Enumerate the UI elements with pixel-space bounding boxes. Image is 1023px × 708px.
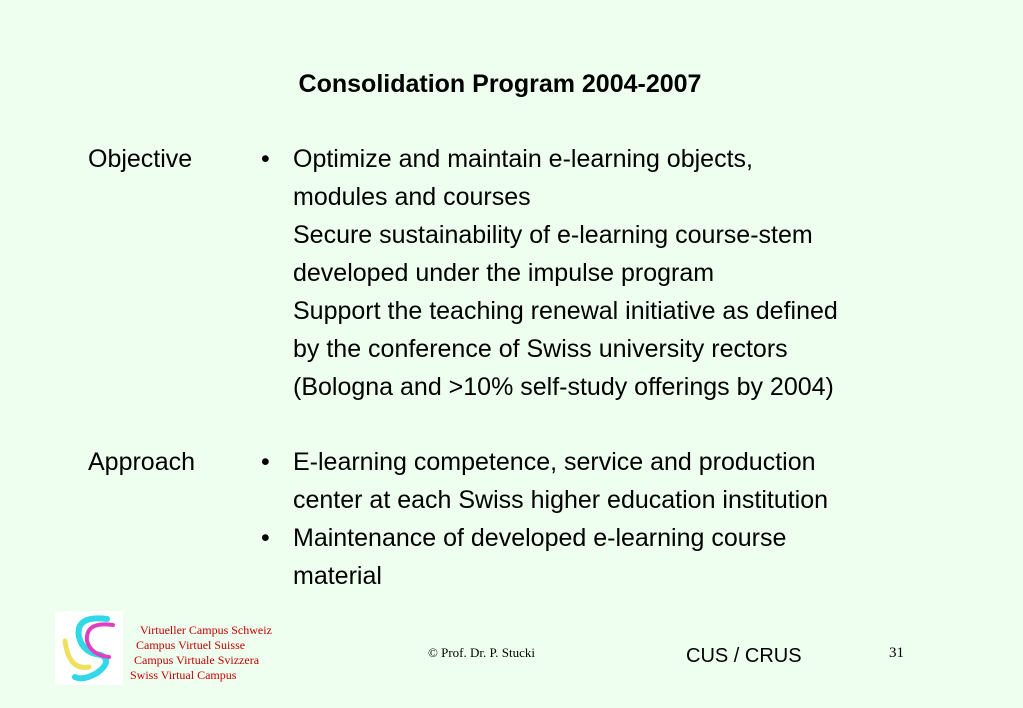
bullet-line: center at each Swiss higher education institution xyxy=(293,486,829,514)
bullet-line: E-learning competence, service and production xyxy=(293,448,816,476)
logo-line-fr: Campus Virtuel Suisse xyxy=(136,638,246,652)
slide-title: Consolidation Program 2004-2007 xyxy=(298,70,702,98)
bullet-marker: • xyxy=(261,448,270,476)
approach-label: Approach xyxy=(88,448,196,476)
bullet-line: Support the teaching renewal initiative as defined xyxy=(293,297,838,325)
copyright-notice: © Prof. Dr. P. Stucki xyxy=(428,645,536,660)
approach-bullet-list xyxy=(258,443,998,595)
bullet-line: Secure sustainability of e-learning course-stem xyxy=(293,221,813,249)
bullet-line: Optimize and maintain e-learning objects, xyxy=(293,145,753,173)
objective-bullet-list xyxy=(258,140,998,406)
bullet-line: (Bologna and >10% self-study offerings by 2004) xyxy=(293,373,834,401)
bullet-marker: • xyxy=(261,145,270,173)
logo-line-de: Virtueller Campus Schweiz xyxy=(140,623,272,637)
logo-line-it: Campus Virtuale Svizzera xyxy=(134,653,260,667)
bullet-line: material xyxy=(293,562,382,590)
objective-label: Objective xyxy=(88,145,193,173)
bullet-line: Maintenance of developed e-learning course xyxy=(293,524,787,552)
bullet-item xyxy=(258,140,998,406)
bullet-item xyxy=(258,443,998,519)
page-number: 31 xyxy=(889,645,904,661)
organization-label: CUS / CRUS xyxy=(686,645,802,667)
bullet-line: developed under the impulse program xyxy=(293,259,715,287)
bullet-marker: • xyxy=(261,524,270,552)
bullet-item xyxy=(258,519,998,595)
bullet-line: modules and courses xyxy=(293,183,531,211)
svc-logo-graphic xyxy=(55,611,123,685)
svc-logo-text xyxy=(130,623,272,683)
logo-line-en: Swiss Virtual Campus xyxy=(130,668,237,682)
svc-logo-icon xyxy=(55,611,123,685)
bullet-line: by the conference of Swiss university rectors xyxy=(293,335,788,363)
